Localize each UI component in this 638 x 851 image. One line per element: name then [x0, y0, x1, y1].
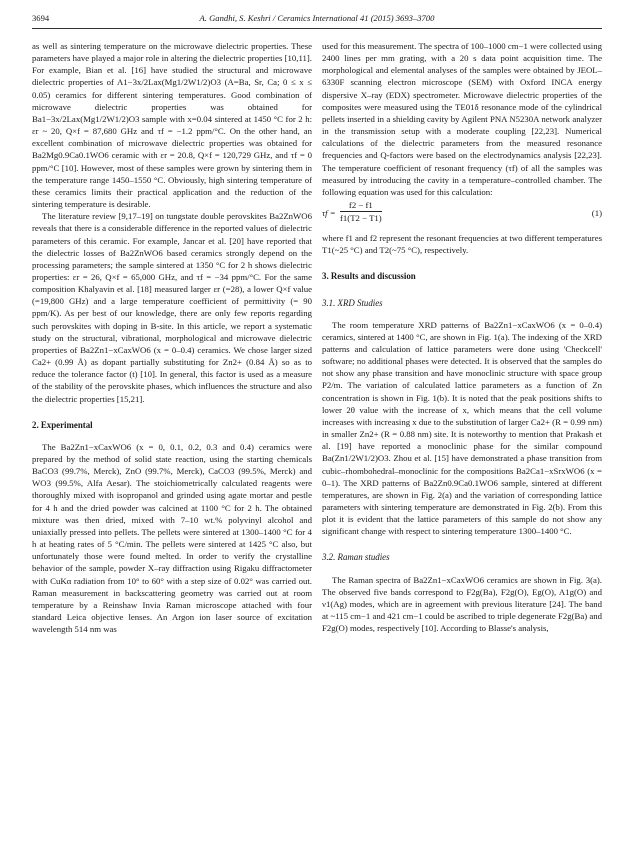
equation-numerator: f2 − f1 [340, 200, 382, 212]
literature-review-paragraph: The literature review [9,17–19] on tungstate double perovskites Ba2ZnWO6 reveals that there is a considerable difference in the reported values of dielectric parameters of this ceramic. For example, Jancar et al. [20] have reported that the dielectric losses of Ba2ZnWO6 based ceramics strongly depend on the processing parameters; the sample sintered at 1350 °C for 2 h shows dielectric properties: εr = 26, Q×f = 65,000 GHz, and τf = −34 ppm/°C. For the same composition Khalyavin et al. [18] measured larger εr (=28), a lower Q×f value (=19,800 GHz) and a large temperature coefficient of permittivity (= 90 ppm/K). As per best of our knowledge, there are only few reports regarding such perovskites with doping in B-site. In this article, we report a systematic study on the structural, vibrational, morphological and microwave dielectric properties of Ba2Zn1−xCaxWO6 (x = 0–0.4) ceramics. We chose larger sized Ca2+ (0.99 Å) as dopant partially substituting for Zn2+ (0.84 Å) so as to reduce the tolerance factor (t) [10]. In general, this factor is used as a measure of the stability of the perovskite phases, which influences the structure and also the dielectric properties [15,21]. [32, 211, 312, 404]
page-number: 3694 [32, 13, 50, 23]
subsection-heading-raman: 3.2. Raman studies [322, 552, 390, 563]
equation-1 [322, 200, 602, 226]
equation-explanation: where f1 and f2 represent the resonant frequencies at two different temperatures T1(~25 °C) and T2(~75 °C), respectively. [322, 233, 602, 256]
header-rule [32, 28, 602, 29]
running-title: A. Gandhi, S. Keshri / Ceramics International 41 (2015) 3693–3700 [199, 13, 435, 23]
section-heading-results: 3. Results and discussion [322, 271, 416, 282]
left-column [32, 40, 312, 635]
section-heading-experimental: 2. Experimental [32, 419, 93, 430]
experimental-paragraph: The Ba2Zn1−xCaxWO6 (x = 0, 0.1, 0.2, 0.3 and 0.4) ceramics were prepared by the method of solid state reaction, using the starting chemicals BaCO3 (99.7%, Merck), ZnO (99.7%, Merck), CaCO3 (99.5%, Merck) and WO3 (99.5%, Alfa Aesar). The stoichiometrically calculated reagents were thoroughly mixed with isopropanol and grinded using agate mortar and pestle for 4 h and the dried powder was calcined at 1100 °C for 2 h. The obtained mixture was then dried, mixed with 7–10 wt.% polyvinyl alcohol and uniaxially pressed into pellets. The pellets were sintered at 1300–1400 °C for 4 h at heating rates of 5 °C/min. The pellets were sintered at 1425 °C also, but unfortunately those were found melted. In order to verify the crystalline behavior of the sample, powder X–ray diffraction using Rigaku diffractometer with CuKα radiation from 10° to 60° with a step size of 0.02° was carried out. Raman measurement in backscattering geometry was carried out at room temperature by a Reinshaw Invia Raman microscope attached with four standard Leica objective lenses. An Argon ion laser source of excitation wavelength 514 nm was [32, 441, 312, 635]
equation-fraction [340, 200, 382, 224]
xrd-paragraph: The room temperature XRD patterns of Ba2Zn1−xCaxWO6 (x = 0–0.4) ceramics, sintered at 1400 °C, are shown in Fig. 1(a). The indexing of the XRD patterns and calculation of lattice parameters were done using 'Checkcell' software; no additional phases were detected. It is observed that the samples do not show any phase transition and have monoclinic structure with space group P2/m. The variation of calculated lattice parameters as a function of Zn concentration is shown in Fig. 1(b). It is noted that the peak positions shifts to lower 2θ value with the increase of x, which means that the cell volume increases with increasing x due to the substitution of larger Ca2+ (R = 0.99 nm) in smaller Zn2+ (R = 0.88 nm) site. It is noteworthy to mention that Prakash et al. [19] have reported a monoclinic phase for the similar compound Ba(Zn1/2W1/2)O3. Zhou et al. [15] have demonstrated a phase transition from cubic–rhombohedral–monoclinic for the compositions Ba2Ca1−xSrxWO6 (x = 0–1). The XRD patterns of Ba2Zn0.9Ca0.1WO6 sample, sintered at different temperatures, are shown in Fig. 2(a) and the variation of corresponding lattice parameters with sintering temperature are demonstrated in Fig. 2(b). From this plot it is evident that the lattice parameters of this sample do not show any significant change with respect to sintering temperature 1300–1400 °C. [322, 319, 602, 537]
equation-denominator: f1(T2 − T1) [340, 213, 382, 224]
measurement-paragraph: used for this measurement. The spectra of 100–1000 cm−1 were collected using 2400 lines per mm grating, with a 20 s data point acquisition time. The morphological and elemental analyses of the samples were obtained by JEOL–6330F scanning electron microscope (SEM) with Oxford INCA energy dispersive X–ray (EDX) spectrometer. Microwave dielectric properties of the composites were measured using the TE01δ resonance mode of the cylindrical pellets inserted in a shielding cavity by Agilent PNA N5230A network analyzer in the transmission setup with a moderate coupling [22,23]. Numerical calculations of the dielectric parameters from the measured resonance frequencies and Q-factors were based on the electrodynamics analysis [22,23]. The temperature coefficient of resonant frequency (τf) of all the samples was measured by introducing the cavity in a temperature–controlled chamber. The following equation was used for this calculation: [322, 41, 602, 197]
equation-lhs: τf = [322, 208, 336, 219]
running-header [32, 10, 602, 26]
subsection-heading-xrd: 3.1. XRD Studies [322, 297, 383, 308]
intro-paragraph-continued: as well as sintering temperature on the microwave dielectric properties. These parameters have played a major role in altering the dielectric properties [10,11]. For example, Bian et al. [16] have studied the structural and microwave dielectric properties of A1−3x/2Lax(Mg1/2W1/2)O3 (A=Ba, Sr, Ca; 0 ≤ x ≤ 0.05) ceramics for different sintering temperatures. Good combination of microwave dielectric properties was obtained for Ba1−3x/2Lax(Mg1/2W1/2)O3 sample with x=0.04 sintered at 1450 °C for 2 h: εr ~ 20, Q×f = 87,680 GHz and τf = −1.2 ppm/°C. On the other hand, an excellent combination of microwave dielectric properties was obtained for Ba2Mg0.9Ca0.1WO6 ceramic with εr = 20.8, Q×f = 120,729 GHz, and τf = 0 ppm/°C [10]. However, most of these samples were grown by sintering them in the temperature range 1450–1550 °C. Obviously, high sintering temperature of these ceramics limits their practical application and the reduction of the sintering temperature is desirable. [32, 41, 312, 210]
right-column [322, 40, 602, 634]
equation-number: (1) [591, 208, 602, 219]
raman-paragraph: The Raman spectra of Ba2Zn1−xCaxWO6 ceramics are shown in Fig. 3(a). The observed five bands correspond to F2g(Ba), F2g(O), Eg(O), A1g(O) and ν1(Ag) modes, which are in agreement with previous literature [24]. The band at ~115 cm−1 and 421 cm−1 could be ascribed to triple degenerate F2g(Ba) and F2g(O) modes, respectively [10]. According to Blasse's analysis, [322, 574, 602, 634]
